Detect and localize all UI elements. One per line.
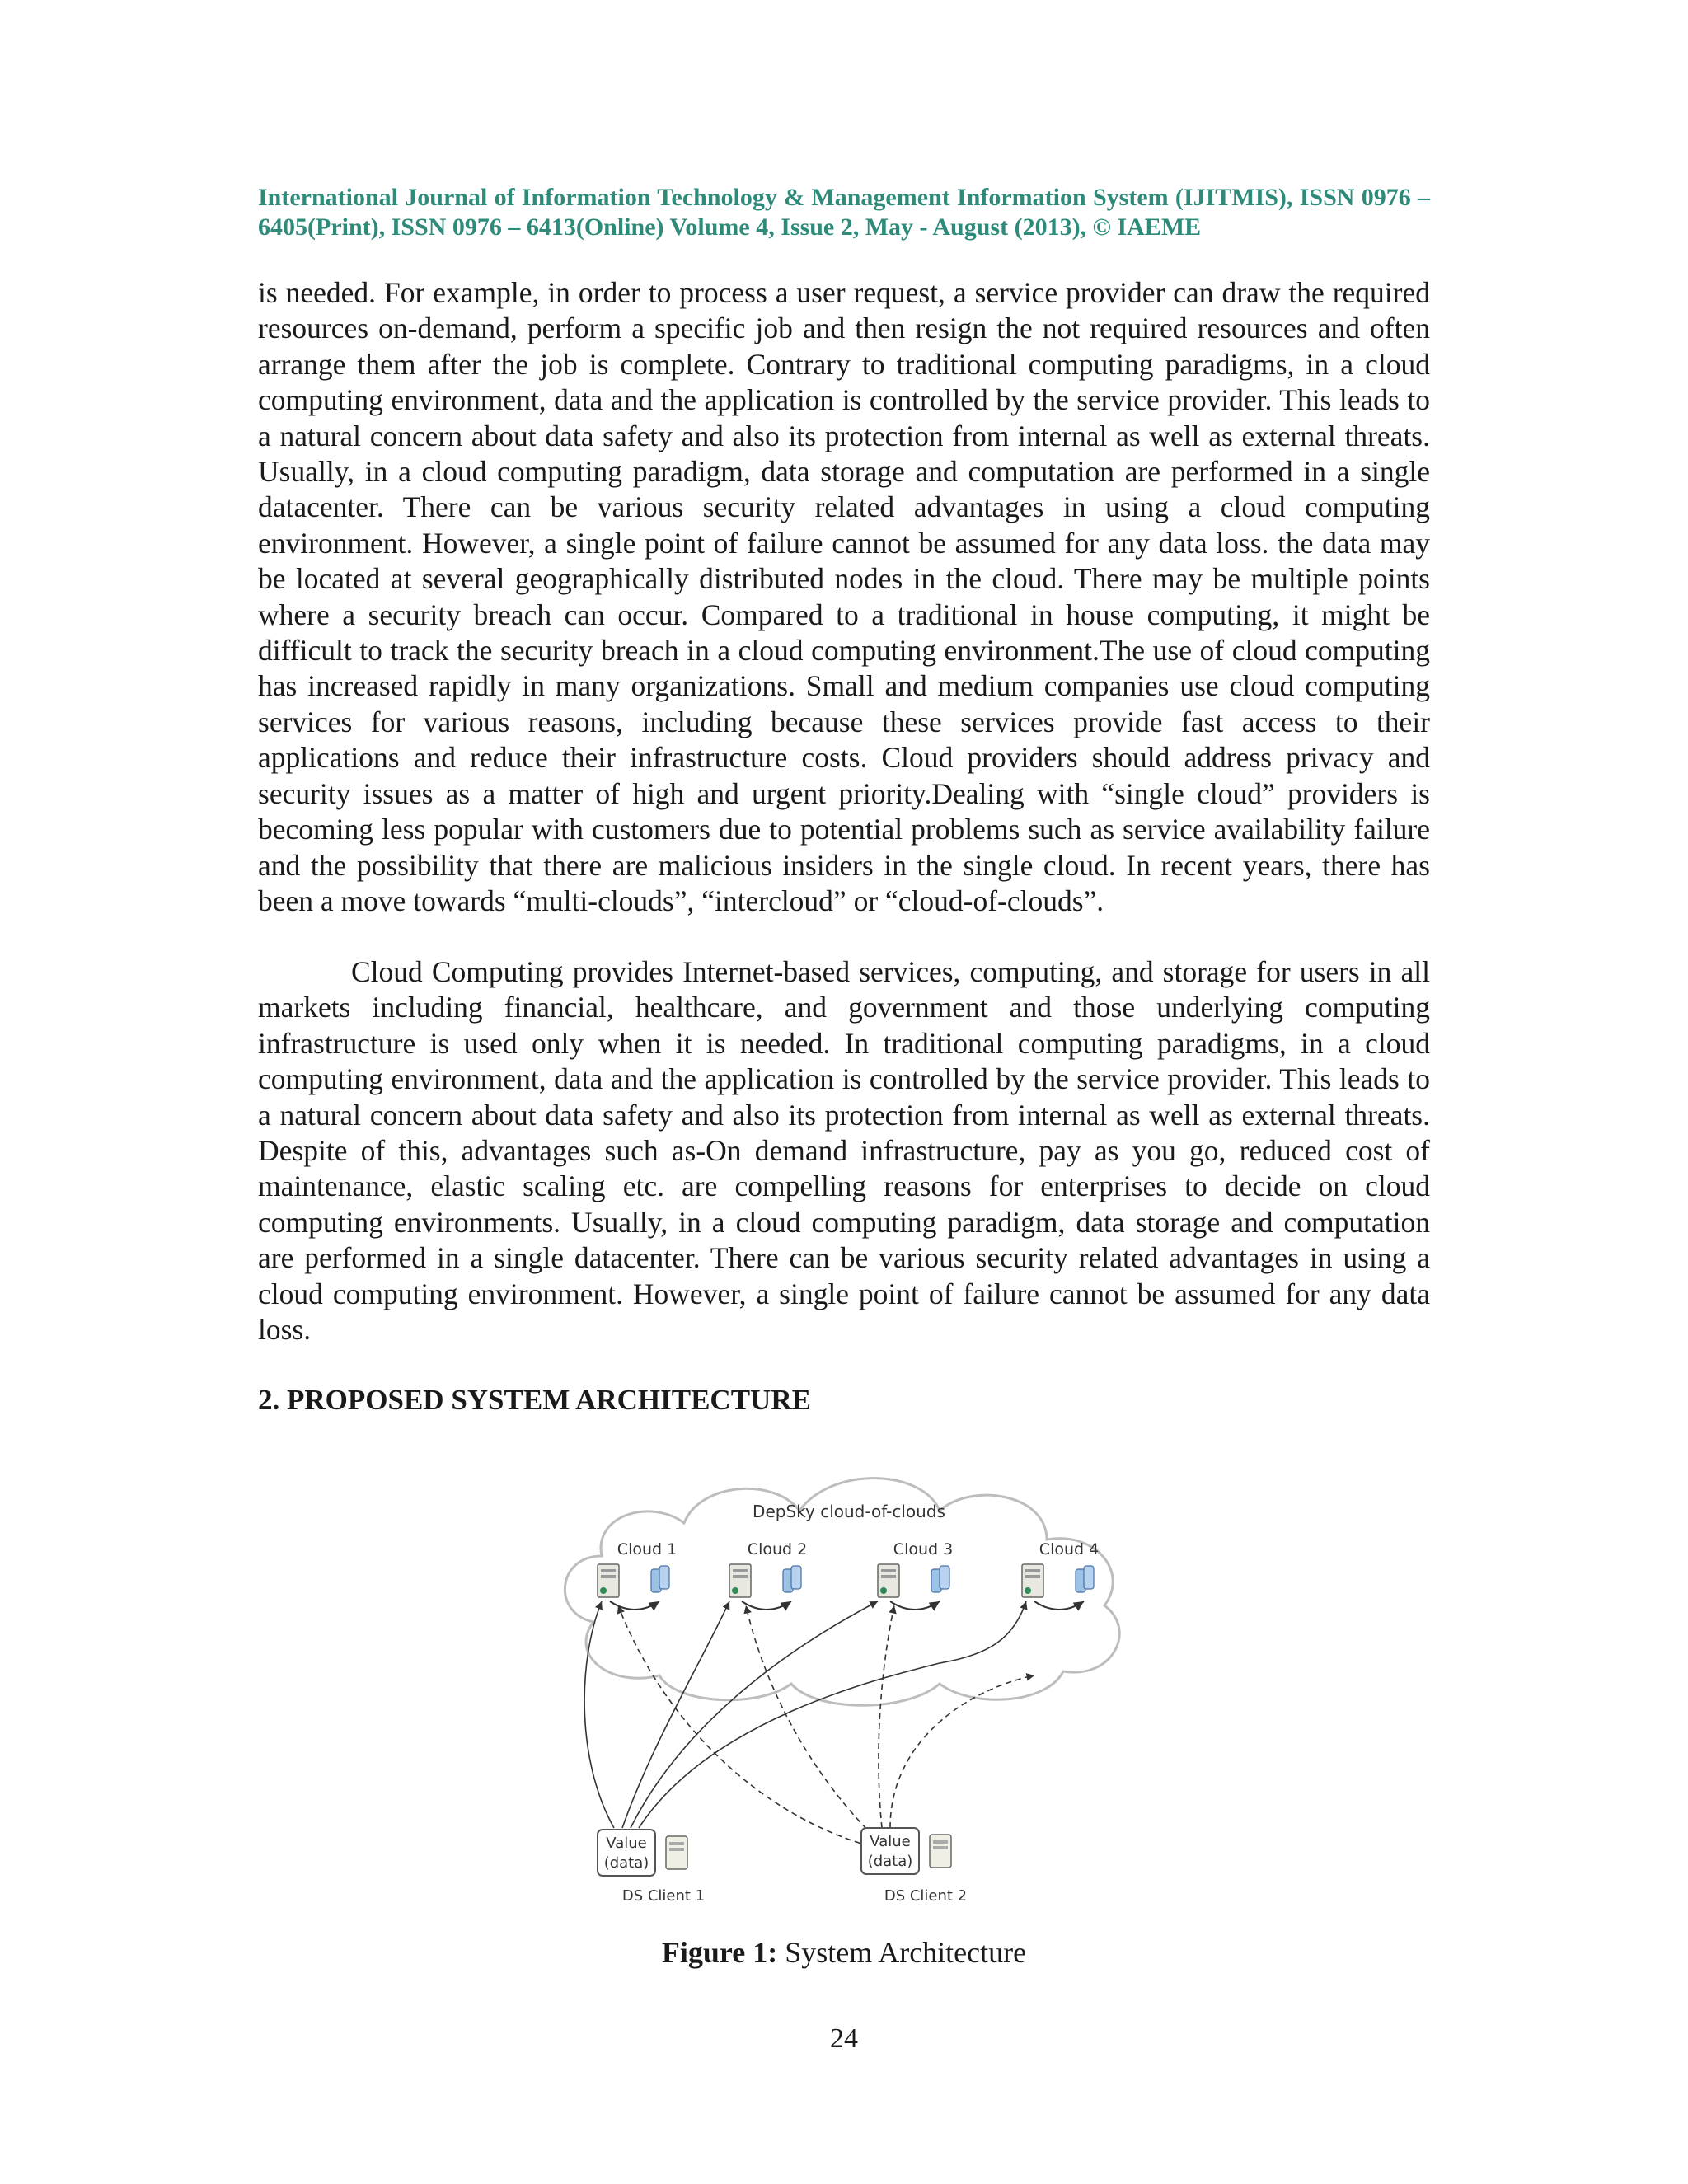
database-icon (651, 1566, 669, 1592)
client-2-value-label: Value (870, 1833, 911, 1850)
figure-caption (0, 1935, 1688, 1970)
database-icon (783, 1566, 801, 1592)
journal-header: International Journal of Information Technology & Management Information System (IJITMIS), ISSN 0976 – 6405(Print), ISSN 0976 – 6413(Online) Volume 4, Issue 2, May - August (2013), © IAEME (258, 184, 1430, 241)
cloud-title: DepSky cloud-of-clouds (753, 1502, 945, 1521)
caption-text: System Architecture (777, 1936, 1027, 1969)
client-2-data-label: (data) (867, 1853, 913, 1870)
client-2-label: DS Client 2 (884, 1887, 968, 1905)
client-computer-icon (666, 1836, 687, 1869)
cloud-1-label: Cloud 1 (617, 1540, 678, 1558)
caption-label: Figure 1: (661, 1936, 778, 1969)
server-icon (1022, 1564, 1043, 1597)
page-number: 24 (830, 2023, 858, 2054)
database-icon (931, 1566, 950, 1592)
ds-client-1 (598, 1830, 705, 1905)
architecture-diagram (544, 1449, 1154, 1910)
server-icon (878, 1564, 899, 1597)
cloud-2-label: Cloud 2 (747, 1540, 808, 1558)
cloud-4-label: Cloud 4 (1039, 1540, 1100, 1558)
ds-client-2 (861, 1828, 967, 1905)
client-1-label: DS Client 1 (621, 1887, 706, 1905)
server-icon (729, 1564, 751, 1597)
client-1-value-label: Value (606, 1835, 647, 1852)
server-icon (598, 1564, 619, 1597)
client-1-data-label: (data) (603, 1854, 649, 1872)
client-computer-icon (930, 1835, 951, 1868)
architecture-figure (544, 1449, 1154, 1910)
body-paragraph-2: Cloud Computing provides Internet-based services, computing, and storage for users in all markets including financial, healthcare, and government and those underlying computing infrastructure is used only when it is needed. In traditional computing paradigms, in a cloud computing environment, data and the application is controlled by the service provider. This leads to a natural concern about data safety and also its protection from internal as well as external threats. Despite of this, advantages such as-On demand infrastructure, pay as you go, reduced cost of maintenance, elastic scaling etc. are compelling reasons for enterprises to decide on cloud computing environments. Usually, in a cloud computing paradigm, data storage and computation are performed in a single datacenter. There can be various security related advantages in using a cloud computing environment. However, a single point of failure cannot be assumed for any data loss. (258, 955, 1430, 1347)
database-icon (1076, 1566, 1094, 1592)
section-heading: 2. PROPOSED SYSTEM ARCHITECTURE (258, 1384, 811, 1416)
cloud-3-label: Cloud 3 (893, 1540, 954, 1558)
body-paragraph-1: is needed. For example, in order to process a user request, a service provider can draw the required resources on-demand, perform a specific job and then resign the not required resources and often arrange them after the job is complete. Contrary to traditional computing paradigms, in a cloud computing environment, data and the application is controlled by the service provider. This leads to a natural concern about data safety and also its protection from internal as well as external threats. Usually, in a cloud computing paradigm, data storage and computation are performed in a single datacenter. There can be various security related advantages in using a cloud computing environment. However, a single point of failure cannot be assumed for any data loss. the data may be located at several geographically distributed nodes in the cloud. There may be multiple points where a security breach can occur. Compared to a traditional in house computing, it might be difficult to track the security breach in a cloud computing environment.The use of cloud computing has increased rapidly in many organizations. Small and medium companies use cloud computing services for various reasons, including because these services provide fast access to their applications and reduce their infrastructure costs. Cloud providers should address privacy and security issues as a matter of high and urgent priority.Dealing with “single cloud” providers is becoming less popular with customers due to potential problems such as service availability failure and the possibility that there are malicious insiders in the single cloud. In recent years, there has been a move towards “multi-clouds”, “intercloud” or “cloud-of-clouds”. (258, 276, 1430, 917)
